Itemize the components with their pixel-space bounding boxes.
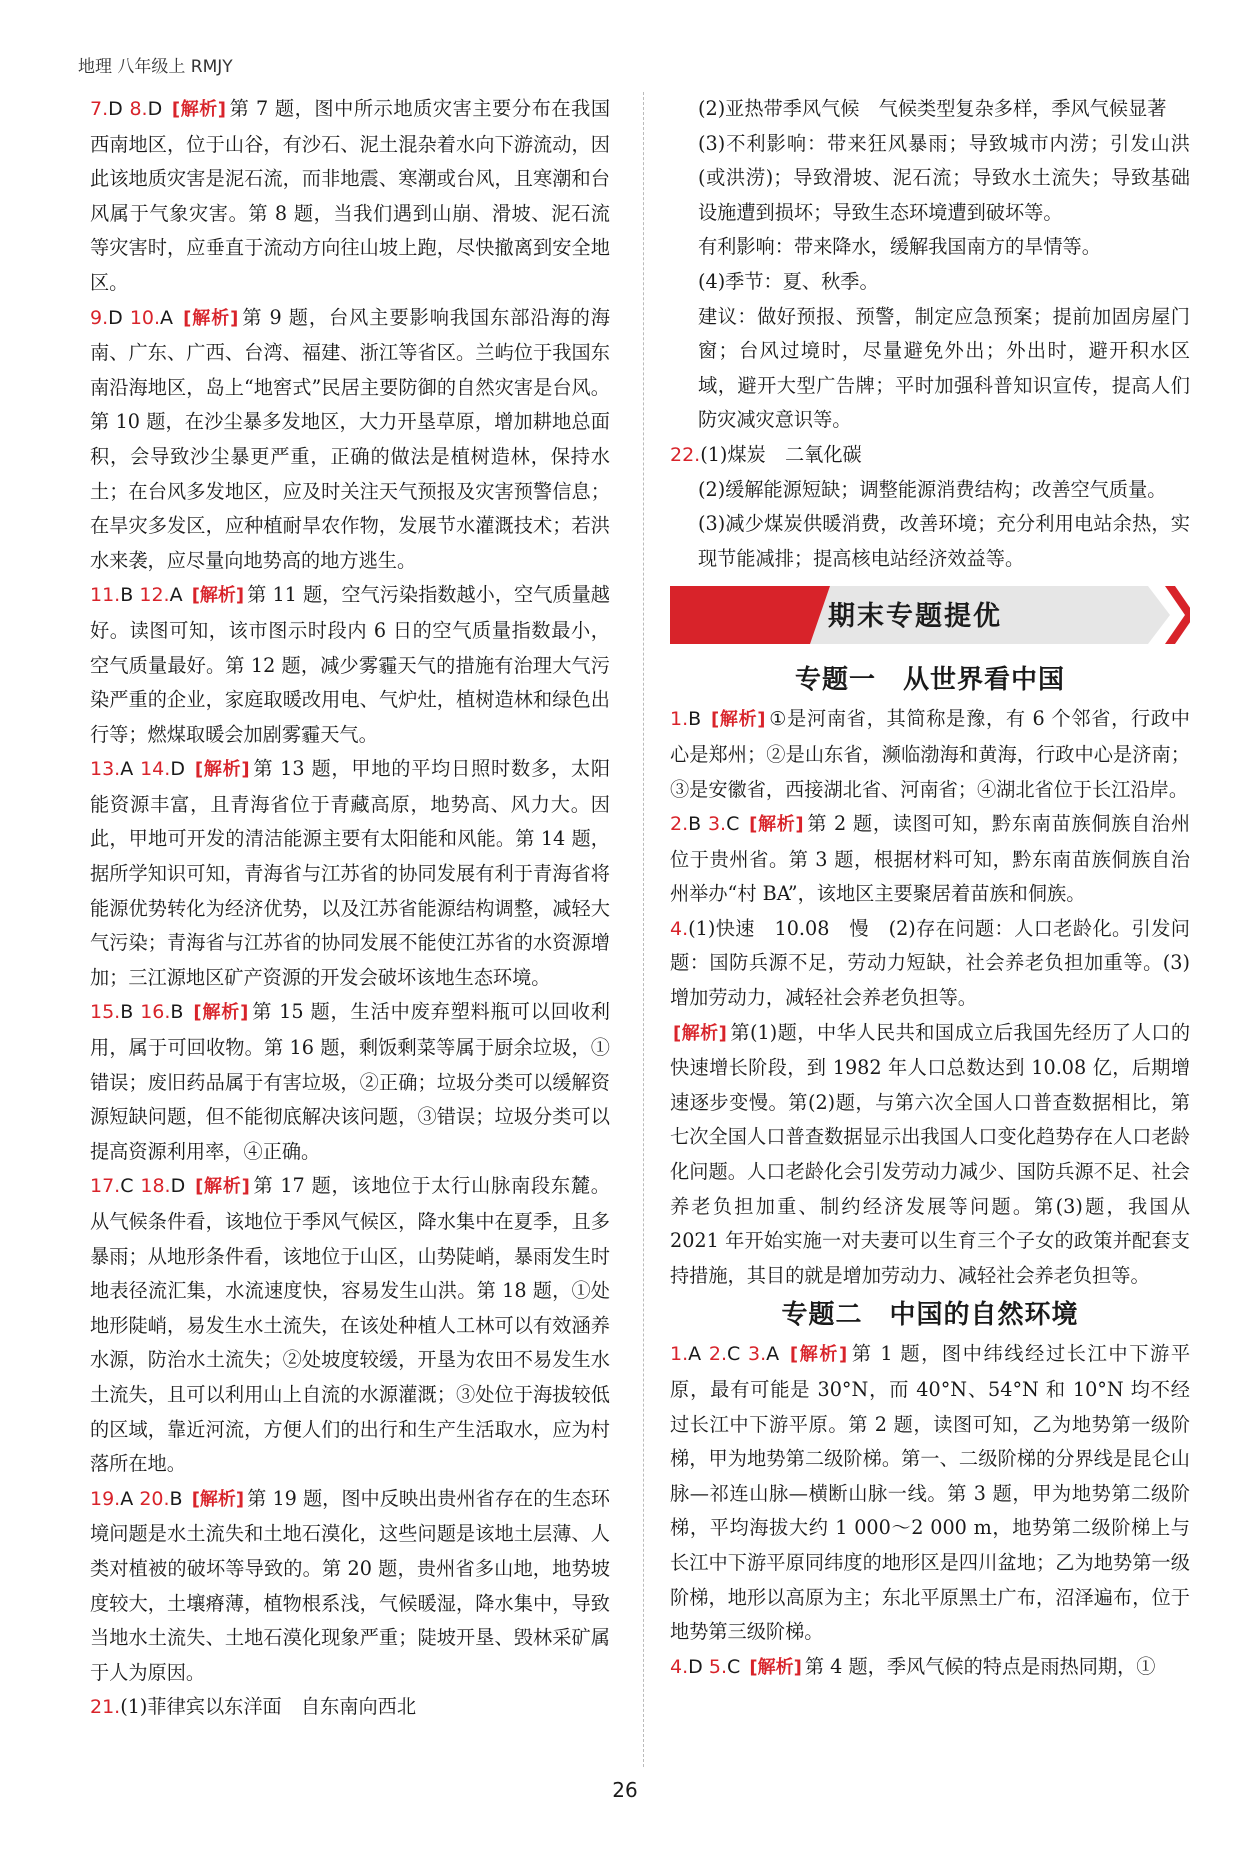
analysis-text: 第 9 题，台风主要影响我国东部沿海的海南、广东、广西、台湾、福建、浙江等省区。兰屿位于我国东南沿海地区，岛上“地窖式”民居主要防御的自然灾害是台风。第 10 题，在沙尘暴多发地区，大力开垦草原，增加耕地总面积，会导致沙尘暴更严重，正确的做法是植树造林，保持水土；在台风多发地区，应及时关注天气预报及灾害预警信息；在旱灾多发区，应种植耐旱农作物，发展节水灌溉技术；若洪水来袭，应尽量向地势高的地方逃生。 [90, 305, 610, 572]
question-number: 3. [748, 1343, 767, 1366]
question-number: 1. [670, 1343, 689, 1366]
analysis-text: 第(1)题，中华人民共和国成立后我国先经历了人口的快速增长阶段，到 1982 年人口总数达到 10.08 亿，后期增速逐步变慢。第(2)题，与第六次全国人口普查数据相比，第七次全国人口普查数据显示出我国人口变化趋势存在人口老龄化问题。人口老龄化会引发劳动力减少、国防兵源不足、社会养老负担加重、制约经济发展等问题。第(3)题，我国从 2021 年开始实施一对夫妻可以生育三个子女的政策并配套支持措施，其目的就是增加劳动力、减轻社会养老负担等。 [670, 1020, 1191, 1287]
answer-letter: D [147, 98, 163, 120]
question-number: 13. [90, 758, 121, 781]
answer-letter: D [170, 1175, 186, 1198]
question-number: 7. [90, 98, 109, 120]
question-number: 17. [90, 1175, 121, 1198]
analysis-tag: [解析] [194, 759, 250, 781]
analysis-tag: [解析] [749, 814, 804, 836]
analysis-text: 第 1 题，图中纬线经过长江中下游平原，最有可能是 30°N，而 40°N、54°N 和 10°N 均不经过长江中下游平原。第 2 题，读图可知，乙为地势第一级阶梯，甲为地势第二级阶梯。第一、二级阶梯的分界线是昆仑山脉—祁连山脉—横断山脉一线。第 3 题，甲为地势第二级阶梯，平均海拔大约 1 000～2 000 m，地势第二级阶梯上与长江中下游平原同纬度的地形区是四川盆地；乙为地势第一级阶梯，地形以高原为主；东北平原黑土广布，沼泽遍布，位于地势第三级阶梯。 [670, 1342, 1191, 1644]
answer-letter: A [766, 1343, 780, 1366]
answer-11-12 [90, 578, 610, 752]
question-number: 1. [670, 708, 689, 731]
topic1-answer-1 [670, 702, 1190, 807]
answer-letter: C [726, 813, 740, 836]
answer-letter: C [727, 1343, 741, 1366]
question-number: 21. [90, 1696, 121, 1719]
section-banner [670, 584, 1190, 646]
answer-22-part3: (3)减少煤炭供暖消费，改善环境；充分利用电站余热，实现节能减排；提高核电站经济效益等。 [698, 512, 1190, 570]
answer-letter: B [120, 1001, 134, 1024]
answer-letter: A [688, 1343, 702, 1366]
analysis-tag: [解析] [183, 307, 239, 329]
analysis-text: 第 19 题，图中反映出贵州省存在的生态环境问题是水土流失和土地石漠化，这些问题是该地土层薄、人类对植被的破坏等导致的。第 20 题，贵州省多山地，地势坡度较大，土壤瘠薄，植物根系浅，气候暖湿，降水集中，导致当地水土流失、土地石漠化现象严重；陡坡开垦、毁林采矿属于人为原因。 [90, 1486, 610, 1684]
answer-letter: A [169, 584, 183, 607]
analysis-text: 第 11 题，空气污染指数越小，空气质量越好。读图可知，该市图示时段内 6 日的空气质量指数最小，空气质量最好。第 12 题，减少雾霾天气的措施有治理大气污染严重的企业，家庭取暖改用电、气炉灶，植树造林和绿色出行等；燃煤取暖会加剧雾霾天气。 [90, 583, 610, 746]
answer-letter: C [727, 1655, 741, 1678]
answer-letter: D [108, 98, 123, 120]
question-number: 20. [139, 1487, 170, 1510]
answer-21-part2: (2)亚热带季风气候 气候类型复杂多样，季风气候显著 [698, 97, 1167, 120]
analysis-text: 第 15 题，生活中废弃塑料瓶可以回收利用，属于可回收物。第 16 题，剩饭剩菜等属于厨余垃圾，①错误；废旧药品属于有害垃圾，②正确；垃圾分类可以缓解资源短缺问题，但不能彻底解决该问题，③错误；垃圾分类可以提高资源利用率，④正确。 [90, 1000, 610, 1163]
topic-2-heading: 专题二 中国的自然环境 [781, 1300, 1079, 1331]
answer-text: (1)煤炭 二氧化碳 [700, 442, 862, 466]
question-number: 8. [129, 98, 148, 120]
answer-letter: D [108, 306, 123, 329]
question-number: 3. [707, 813, 727, 836]
question-number: 4. [670, 1655, 689, 1678]
running-header: 地理 八年级上 RMJY [78, 57, 233, 77]
analysis-tag: [解析] [749, 1656, 802, 1678]
question-number: 19. [90, 1487, 121, 1510]
answer-17-18 [90, 1169, 610, 1481]
topic2-answer-4-5 [670, 1650, 1190, 1686]
analysis-tag: [解析] [171, 99, 227, 120]
right-column [670, 92, 1190, 1685]
answer-letter: A [120, 1487, 134, 1510]
analysis-text: 第 13 题，甲地的平均日照时数多，太阳能资源丰富，且青海省位于青藏高原，地势高、风力大。因此，甲地可开发的清洁能源主要有太阳能和风能。第 14 题，据所学知识可知，青海省与江苏省的协同发展有利于青海省将能源优势转化为经济优势，以及江苏省能源结构调整，减轻大气污染；青海省与江苏省的协同发展不能使江苏省的水资源增加；三江源地区矿产资源的开发会破坏该地生态环境。 [90, 757, 611, 989]
topic-1-heading: 专题一 从世界看中国 [794, 665, 1065, 696]
answer-letter: D [688, 1655, 703, 1678]
answer-9-10 [90, 301, 610, 579]
question-number: 14. [140, 758, 171, 781]
question-number: 2. [708, 1343, 728, 1366]
question-number: 11. [90, 584, 121, 607]
answer-19-20 [90, 1482, 610, 1691]
answer-text: (1)菲律宾以东洋面 自东南向西北 [120, 1695, 417, 1719]
answer-21-suggestion: 建议：做好预报、预警，制定应急预案；提前加固房屋门窗；台风过境时，尽量避免外出；外出时，避开积水区域，避开大型广告牌；平时加强科普知识宣传，提高人们防灾减灾意识等。 [698, 304, 1190, 432]
question-number: 2. [670, 813, 689, 836]
analysis-tag: [解析] [673, 1022, 727, 1044]
question-number: 5. [708, 1655, 728, 1678]
analysis-tag: [解析] [191, 1488, 245, 1510]
analysis-tag: [解析] [195, 1176, 250, 1198]
answer-letter: B [120, 584, 134, 607]
answer-22-part2: (2)缓解能源短缺；调整能源消费结构；改善空气质量。 [698, 477, 1167, 501]
analysis-text: 第 17 题，该地位于太行山脉南段东麓。从气候条件看，该地位于季风气候区，降水集中在夏季，且多暴雨；从地形条件看，该地位于山区，山势陡峭，暴雨发生时地表径流汇集，水流速度快，容易发生山洪。第 18 题，①处地形陡峭，易发生水土流失，在该处种植人工林可以有效涵养水源，防治水土流失；②处坡度较缓，开垦为农田不易发生水土流失，且可以利用山上自流的水源灌溉；③处位于海拔较低的区域，靠近河流，方便人们的出行和生产生活取水，应为村落所在地。 [90, 1174, 610, 1476]
answer-15-16 [90, 995, 610, 1169]
question-number: 4. [670, 917, 689, 940]
question-number: 12. [139, 584, 170, 607]
topic1-answer-2-3 [670, 807, 1190, 912]
answer-21-part1 [90, 1690, 610, 1725]
analysis-tag: [解析] [710, 709, 766, 731]
answer-letter: A [160, 306, 174, 329]
left-column [90, 92, 610, 1725]
page-number: 26 [612, 1778, 638, 1802]
question-number: 9. [90, 306, 109, 329]
topic1-analysis-4 [670, 1016, 1190, 1294]
answer-21-part4: (4)季节：夏、秋季。 [698, 269, 879, 293]
topic1-answer-4 [670, 912, 1190, 1016]
answer-letter: B [170, 1001, 184, 1024]
answer-letter: A [120, 758, 134, 781]
answer-7-8 [90, 92, 610, 301]
topic2-answer-1-3 [670, 1337, 1190, 1649]
question-number: 16. [140, 1001, 171, 1024]
answer-letter: D [170, 758, 185, 781]
analysis-tag: [解析] [191, 585, 245, 607]
column-divider [643, 92, 644, 1767]
answer-letter: B [688, 708, 702, 731]
analysis-tag: [解析] [789, 1344, 848, 1366]
question-number: 22. [670, 443, 701, 466]
question-number: 10. [129, 306, 161, 329]
banner-title: 期末专题提优 [828, 601, 1002, 633]
answer-13-14 [90, 752, 610, 995]
answer-letter: C [120, 1175, 134, 1198]
answer-21-favorable: 有利影响：带来降水，缓解我国南方的旱情等。 [698, 235, 1101, 259]
analysis-text: 第 2 题，读图可知，黔东南苗族侗族自治州位于贵州省。第 3 题，根据材料可知，黔东南苗族侗族自治州举办“村 BA”，该地区主要聚居着苗族和侗族。 [670, 812, 1191, 906]
analysis-text: 第 7 题，图中所示地质灾害主要分布在我国西南地区，位于山谷，有沙石、泥土混杂着水向下游流动，因此该地质灾害是泥石流，而非地震、寒潮或台风，且寒潮和台风属于气象灾害。第 8 题，当我们遇到山崩、滑坡、泥石流等灾害时，应垂直于流动方向往山坡上跑，尽快撤离到安全地区。 [90, 97, 611, 294]
answer-21-part3: (3)不利影响：带来狂风暴雨；导致城市内涝；引发山洪(或洪涝)；导致滑坡、泥石流；导致水土流失；导致基础设施遭到损坏；导致生态环境遭到破坏等。 [698, 131, 1190, 224]
answer-letter: B [169, 1487, 183, 1510]
answer-text: (1)快速 10.08 慢 (2)存在问题：人口老龄化。引发问题：国防兵源不足，劳动力短缺，社会养老负担加重等。(3)增加劳动力，减轻社会养老负担等。 [670, 916, 1190, 1010]
analysis-tag: [解析] [193, 1002, 249, 1024]
question-number: 18. [140, 1175, 171, 1198]
question-number: 15. [90, 1001, 121, 1024]
answer-letter: B [688, 813, 702, 836]
analysis-text: ①是河南省，其简称是豫，有 6 个邻省，行政中心是郑州；②是山东省，濒临渤海和黄海，行政中心是济南；③是安徽省，西接湖北省、河南省；④湖北省位于长江沿岸。 [670, 707, 1190, 801]
analysis-text: 第 4 题，季风气候的特点是雨热同期，① [804, 1654, 1156, 1678]
answer-22-part1 [670, 438, 1190, 473]
